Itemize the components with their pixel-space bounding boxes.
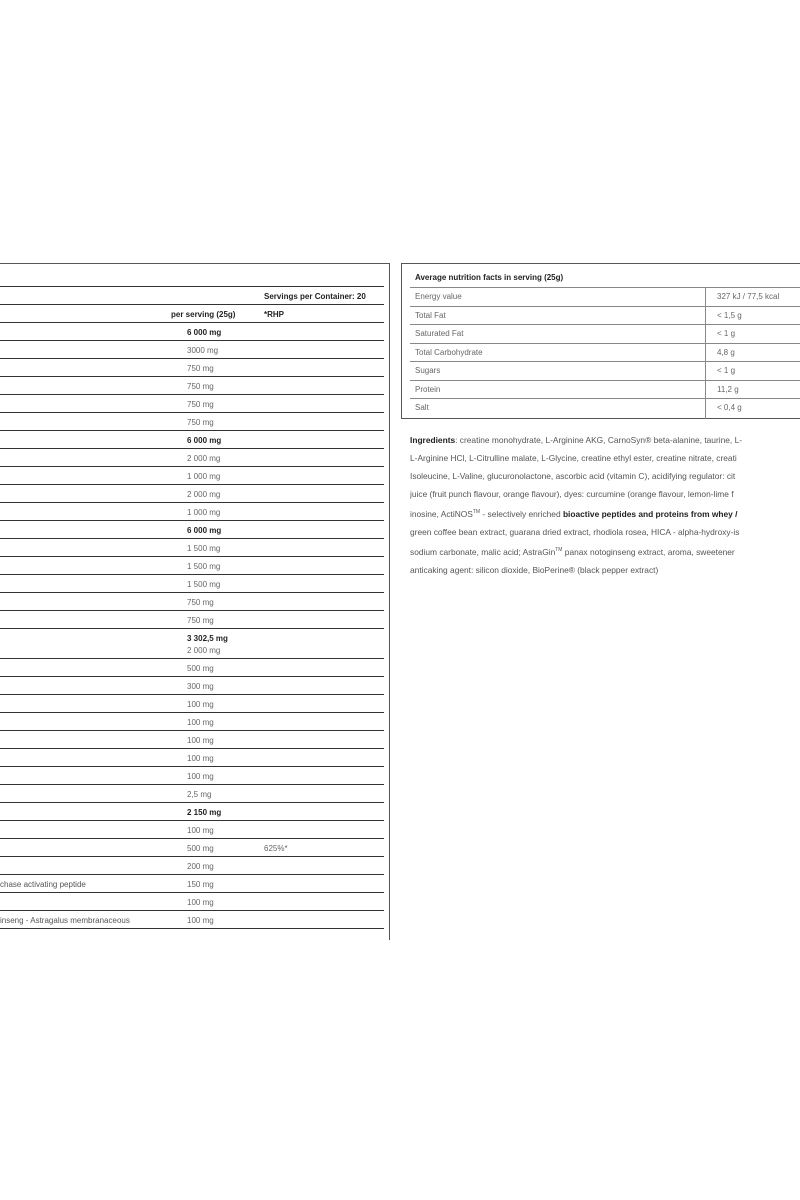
ingredient-amount: 2 150 mg — [187, 808, 222, 817]
ingredient-name: chase activating peptide — [0, 880, 86, 889]
table-row — [0, 856, 384, 875]
table-row — [0, 694, 384, 713]
ingredient-amount: 200 mg — [187, 862, 214, 871]
table-row — [0, 412, 384, 431]
table-row — [0, 340, 384, 359]
nutrition-row — [410, 398, 800, 416]
nutrition-row — [410, 306, 800, 324]
nutrition-header: Average nutrition facts in serving (25g) — [415, 273, 564, 282]
table-title-row — [0, 264, 384, 287]
table-row — [0, 910, 384, 929]
table-row — [0, 784, 384, 803]
table-row — [0, 628, 384, 659]
table-row — [0, 892, 384, 911]
ingredient-amount: 500 mg — [187, 844, 214, 853]
table-row — [0, 574, 384, 593]
ingredient-amount: 6 000 mg — [187, 436, 222, 445]
nutrient-name: Total Carbohydrate — [415, 347, 483, 357]
table-row — [0, 448, 384, 467]
table-row — [0, 820, 384, 839]
table-row — [0, 730, 384, 749]
nutrition-facts-table — [401, 263, 800, 419]
nutrient-value: 4,8 g — [717, 347, 735, 357]
ingredient-amount: 1 000 mg — [187, 508, 221, 517]
ingredient-amount: 750 mg — [187, 400, 214, 409]
table-row — [0, 484, 384, 503]
ingredients-text: Ingredients: creatine monohydrate, L-Arginine AKG, CarnoSyn® beta-alanine, taurine, L- L-Arginine HCl, L-Citrulline malate, L-Glycine, creatine ethyl ester, creatine nitrate, creati Isoleucine, L-Valine, glucuronolactone, ascorbic acid (vitamin C), acidifying regulator: cit juice (fruit punch flavour, orange flavour), dyes: curcumine (orange flavour, lemon-lime f inosine, ActiNOS™ - selectively enriched bioactive peptides and proteins from whey / green coffee bean extract, guarana dried extract, rhodiola rosea, HICA - alpha-hydroxy-is sodium carbonate, malic acid; AstraGin™ panax notoginseng extract, aroma, sweetener anticaking agent: silicon dioxide, BioPerine® (black pepper extract) — [410, 435, 743, 575]
ingredient-amount: 750 mg — [187, 598, 214, 607]
table-row — [0, 502, 384, 521]
nutrient-name: Energy value — [415, 292, 462, 301]
table-row — [0, 802, 384, 821]
table-row — [0, 538, 384, 557]
nutrient-name: Salt — [415, 403, 429, 412]
ingredient-amount: 2 000 mg — [187, 490, 221, 499]
table-row — [0, 322, 384, 341]
table-row — [0, 430, 384, 449]
ingredient-amount: 1 500 mg — [187, 562, 221, 571]
ingredient-amount: 6 000 mg — [187, 526, 222, 535]
ingredient-amount: 100 mg — [187, 916, 214, 925]
nutrition-row — [410, 287, 800, 305]
ingredient-amount: 3 302,5 mg — [187, 634, 228, 643]
ingredient-amount: 500 mg — [187, 664, 214, 673]
table-row — [0, 712, 384, 731]
nutrient-name: Saturated Fat — [415, 329, 464, 338]
column-header-row — [0, 304, 384, 323]
servings-row — [0, 286, 384, 305]
ingredient-rhp: 625%* — [264, 844, 288, 853]
nutrient-value: < 0,4 g — [717, 403, 742, 412]
supplement-facts-table — [0, 263, 390, 940]
table-row — [0, 466, 384, 485]
ingredient-amount: 100 mg — [187, 736, 214, 745]
nutrient-value: 11,2 g — [717, 384, 739, 394]
ingredient-amount: 1 500 mg — [187, 580, 221, 589]
ingredient-amount: 750 mg — [187, 616, 214, 625]
table-row — [0, 394, 384, 413]
ingredients-label: Ingredients — [410, 435, 456, 445]
nutrition-row — [410, 361, 800, 379]
servings-per-container: Servings per Container: 20 — [264, 292, 366, 301]
table-row — [0, 676, 384, 695]
table-row — [0, 766, 384, 785]
nutrient-value: < 1 g — [717, 366, 736, 375]
table-row — [0, 748, 384, 767]
ingredient-name: inseng - Astragalus membranaceous — [0, 916, 130, 925]
ingredient-amount: 750 mg — [187, 418, 214, 427]
rhp-header: *RHP — [264, 310, 285, 319]
ingredient-amount: 150 mg — [187, 880, 214, 889]
ingredient-amount: 750 mg — [187, 382, 214, 391]
nutrient-value: 327 kJ / 77,5 kcal — [717, 292, 780, 301]
table-row — [0, 610, 384, 629]
ingredient-amount: 300 mg — [187, 682, 214, 691]
ingredient-amount: 6 000 mg — [187, 328, 222, 337]
nutrient-name: Protein — [415, 384, 441, 394]
ingredient-amount: 1 500 mg — [187, 544, 221, 553]
table-row — [0, 556, 384, 575]
nutrient-name: Total Fat — [415, 310, 446, 320]
table-row — [0, 592, 384, 611]
ingredient-amount: 100 mg — [187, 754, 214, 763]
nutrient-name: Sugars — [415, 366, 441, 375]
ingredient-amount: 100 mg — [187, 700, 214, 709]
ingredient-amount: 750 mg — [187, 364, 214, 373]
nutrition-row — [410, 380, 800, 398]
ingredient-amount: 3000 mg — [187, 346, 219, 355]
table-row — [0, 658, 384, 677]
ingredient-amount: 100 mg — [187, 826, 214, 835]
nutrition-row — [410, 343, 800, 361]
ingredient-amount: 100 mg — [187, 898, 214, 907]
table-row — [0, 520, 384, 539]
table-row — [0, 874, 384, 893]
ingredient-amount: 100 mg — [187, 772, 214, 781]
ingredient-amount: 1 000 mg — [187, 472, 221, 481]
ingredient-amount-secondary: 2 000 mg — [187, 646, 221, 655]
ingredient-amount: 100 mg — [187, 718, 214, 727]
nutrient-value: < 1 g — [717, 329, 736, 338]
table-row — [0, 376, 384, 395]
table-row — [0, 358, 384, 377]
nutrition-row — [410, 324, 800, 342]
ingredient-amount: 2 000 mg — [187, 454, 221, 463]
table-row — [0, 838, 384, 857]
ingredient-amount: 2,5 mg — [187, 790, 212, 799]
per-serving-header: per serving (25g) — [171, 310, 236, 319]
nutrient-value: < 1,5 g — [717, 310, 742, 320]
